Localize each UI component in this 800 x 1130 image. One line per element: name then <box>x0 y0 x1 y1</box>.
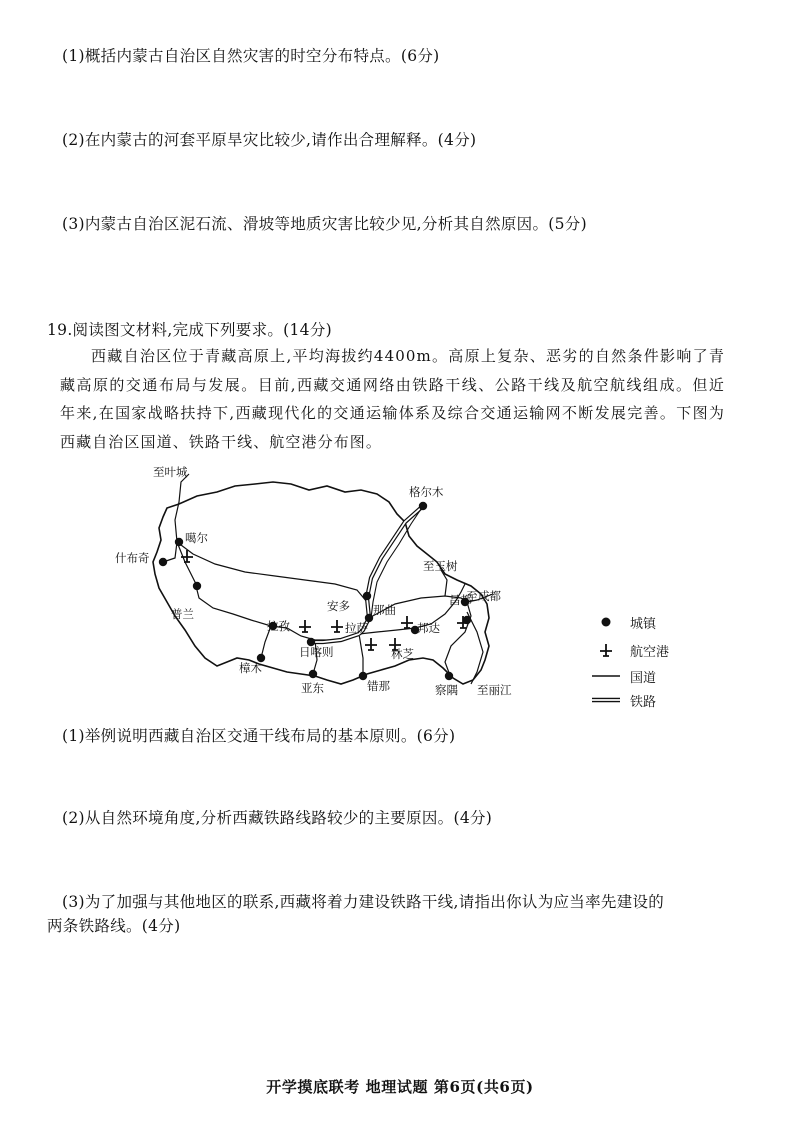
label-zhangmu: 樟木 <box>239 661 262 675</box>
town-pulan <box>193 582 201 590</box>
railway-line-icon <box>592 690 620 710</box>
town-cuona <box>359 672 367 680</box>
legend-railway-label: 铁路 <box>630 695 657 710</box>
legend-town <box>592 612 702 632</box>
label-naqu: 那曲 <box>373 603 396 617</box>
label-lasa: 拉萨 <box>345 621 368 635</box>
label-yecheng: 至叶城 <box>153 465 188 479</box>
label-geermu: 格尔木 <box>409 485 444 499</box>
airport-bangda-icon <box>401 616 413 628</box>
label-lazi: 拉孜 <box>267 619 290 633</box>
road-line-icon <box>592 666 620 686</box>
town-chayu <box>445 672 453 680</box>
town-shiquanhe <box>159 558 167 566</box>
town-yadong <box>309 670 317 678</box>
label-chayu: 察隅 <box>435 683 458 697</box>
question-19-2: (2)从自然环境角度,分析西藏铁路线路较少的主要原因。(4分) <box>62 809 493 827</box>
question-19-material: 西藏自治区位于青藏高原上,平均海拔约4400m。高原上复杂、恶劣的自然条件影响了青藏高原的交通布局与发展。目前,西藏交通网络由铁路干线、公路干线及航空航线组成。但近年来,在国家战略扶持下,西藏现代化的交通运输体系及综合交通运输网不断发展完善。下图为西藏自治区国道、铁路干线、航空港分布图。 <box>60 347 725 451</box>
town-gaer <box>175 538 183 546</box>
town-geermu <box>419 502 427 510</box>
label-linzhi: 林芝 <box>391 647 414 661</box>
question-18-1: (1)概括内蒙古自治区自然灾害的时空分布特点。(6分) <box>62 47 440 65</box>
airplane-icon <box>592 640 620 660</box>
label-rikaze: 日喀则 <box>299 645 334 659</box>
label-yushu: 至玉树 <box>423 559 458 573</box>
legend-airport-label: 航空港 <box>630 645 670 660</box>
label-changdu: 昌都 <box>449 593 472 607</box>
question-18-3: (3)内蒙古自治区泥石流、滑坡等地质灾害比较少见,分析其自然原因。(5分) <box>62 215 587 233</box>
label-shiquanhe: 什布奇 <box>115 551 150 565</box>
road-cuona <box>359 634 363 676</box>
label-lijiang: 至丽江 <box>477 683 512 697</box>
label-gaer: 噶尔 <box>185 531 208 545</box>
label-cuona: 错那 <box>367 679 390 693</box>
airport-gonggar-icon <box>365 638 377 650</box>
question-19-3-line2: 两条铁路线。(4分) <box>47 917 181 935</box>
label-bangda: 邦达 <box>417 621 440 635</box>
airport-rikaze-icon <box>299 620 311 632</box>
legend-road <box>592 666 702 686</box>
question-19-heading: 19.阅读图文材料,完成下列要求。(14分) <box>47 321 332 339</box>
page-footer: 开学摸底联考 地理试题 第6页(共6页) <box>266 1078 534 1096</box>
town-anduo <box>363 592 371 600</box>
tibet-transport-map <box>105 462 512 712</box>
question-19-3-line1: (3)为了加强与其他地区的联系,西藏将着力建设铁路干线,请指出你认为应当率先建设的 <box>62 893 665 911</box>
town-dot-icon <box>592 612 620 632</box>
question-18-2: (2)在内蒙古的河套平原旱灾比较少,请作出合理解释。(4分) <box>62 131 477 149</box>
label-anduo: 安多 <box>327 599 350 613</box>
airport-lasa-icon <box>331 620 343 632</box>
label-chengdu: 至成都 <box>466 589 501 603</box>
label-yadong: 亚东 <box>301 681 324 695</box>
legend-road-label: 国道 <box>630 671 657 686</box>
question-19-1: (1)举例说明西藏自治区交通干线布局的基本原则。(6分) <box>62 727 456 745</box>
label-pulan: 普兰 <box>171 607 194 621</box>
legend-airport <box>592 640 702 660</box>
legend-railway <box>592 690 702 710</box>
legend-town-label: 城镇 <box>630 617 657 632</box>
